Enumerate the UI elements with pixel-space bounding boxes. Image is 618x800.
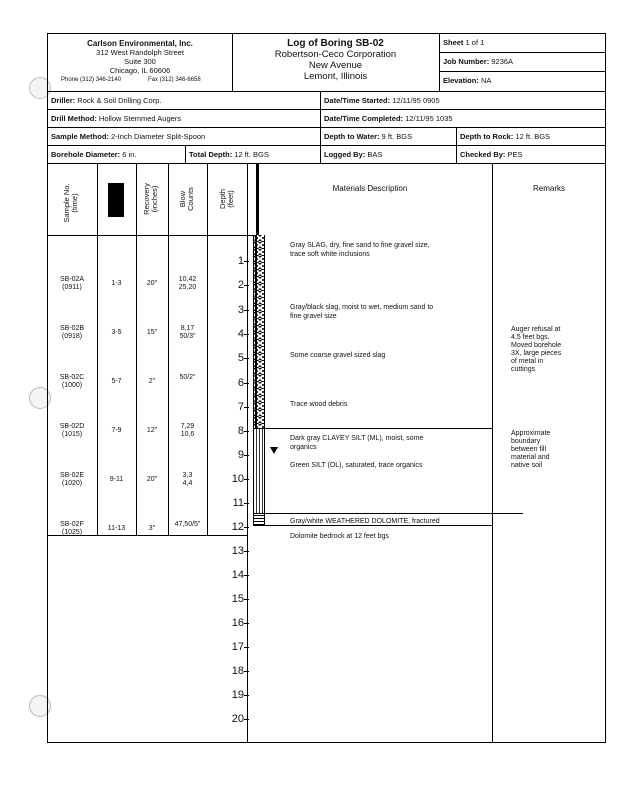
sample-interval: 1-3 — [111, 280, 122, 287]
date-started-field: Date/Time Started: 12/11/95 0905 — [324, 96, 440, 105]
sample-no-header: Sample No. (time) — [62, 183, 79, 223]
sample-recovery: 2" — [148, 378, 156, 385]
casing-line — [256, 163, 259, 235]
sample-id: SB-02A (0911) — [59, 276, 85, 291]
material-entry: Trace wood debris — [290, 401, 348, 408]
depth-to-water-field: Depth to Water: 9 ft. BGS — [324, 132, 413, 141]
company-suite: Suite 300 — [124, 57, 156, 66]
date-completed-field: Date/Time Completed: 12/11/95 1035 — [324, 114, 453, 123]
elevation: Elevation: NA — [443, 76, 492, 85]
depth-label: 14 — [231, 569, 244, 581]
total-depth-field: Total Depth: 12 ft. BGS — [189, 150, 269, 159]
materials-header: Materials Description — [332, 184, 408, 193]
depth-label: 16 — [231, 617, 244, 629]
sample-blow-counts: 7,29 10,6 — [180, 423, 195, 438]
blow-counts-header: Blow Counts — [178, 187, 195, 211]
depth-header: Depth (feet) — [218, 189, 235, 210]
job-number: Job Number: 9236A — [443, 57, 514, 66]
material-entry: Dark gray CLAYEY SILT (ML), moist, some organics — [290, 435, 424, 451]
sample-blow-counts: 10,42 25,20 — [178, 276, 197, 291]
sheet-info: Sheet 1 of 1 — [443, 38, 485, 47]
company-street: 312 West Randolph Street — [96, 48, 184, 57]
logged-by-field: Logged By: BAS — [324, 150, 383, 159]
material-entry: Gray/white WEATHERED DOLOMITE, fractured — [290, 518, 440, 525]
sample-interval: 3-5 — [111, 329, 122, 336]
depth-label: 5 — [237, 352, 244, 364]
depth-label: 2 — [237, 279, 244, 291]
depth-label: 4 — [237, 328, 244, 340]
sample-blow-counts: 8,17 50/3" — [179, 325, 196, 340]
depth-to-rock-field: Depth to Rock: 12 ft. BGS — [460, 132, 551, 141]
material-entry: Gray SLAG, dry, fine sand to fine gravel size, trace soft white inclusions — [290, 242, 430, 258]
silt-symbol — [253, 428, 265, 513]
company-name: Carlson Environmental, Inc. — [87, 39, 193, 48]
sample-recovery: 3" — [148, 525, 156, 532]
material-entry: Some coarse gravel sized slag — [290, 352, 386, 359]
depth-label: 1 — [237, 255, 244, 267]
sample-recovery: 20" — [146, 476, 158, 483]
sample-recovery: 12" — [146, 427, 158, 434]
site-city: Lemont, Illinois — [303, 71, 368, 82]
depth-label: 9 — [237, 449, 244, 461]
depth-label: 15 — [231, 593, 244, 605]
borehole-diameter-field: Borehole Diameter: 6 in. — [51, 150, 137, 159]
company-phone: Phone (312) 346-2140 — [61, 77, 122, 83]
driller-field: Driller: Rock & Soil Drilling Corp. — [51, 96, 162, 105]
recovery-header: Recovery (inches) — [142, 183, 159, 215]
client-name: Robertson-Ceco Corporation — [274, 49, 397, 60]
company-fax: Fax (312) 346-6658 — [148, 77, 201, 83]
sample-id: SB-02D (1015) — [59, 423, 85, 438]
sample-recovery: 15" — [146, 329, 158, 336]
depth-label: 18 — [231, 665, 244, 677]
sample-interval: 5-7 — [111, 378, 122, 385]
sample-interval: 7-9 — [111, 427, 122, 434]
depth-label: 10 — [231, 473, 244, 485]
depth-label: 6 — [237, 377, 244, 389]
depth-label: 13 — [231, 545, 244, 557]
depth-label: 12 — [231, 521, 244, 533]
depth-label: 17 — [231, 641, 244, 653]
sample-id: SB-02E (1020) — [59, 472, 85, 487]
depth-label: 19 — [231, 689, 244, 701]
sample-blow-counts: 50/2" — [179, 374, 196, 381]
sample-id: SB-02C (1000) — [59, 374, 85, 389]
depth-label: 11 — [232, 497, 244, 509]
material-entry: Dolomite bedrock at 12 feet bgs — [290, 533, 389, 540]
company-city: Chicago, IL 60606 — [109, 66, 171, 75]
depth-label: 20 — [231, 713, 244, 725]
drill-method-field: Drill Method: Hollow Stemmed Augers — [51, 114, 182, 123]
remark-entry: Auger refusal at 4.5 feet bgs. Moved borehole 3X, large pieces of metal in cuttings — [511, 326, 562, 373]
material-entry: Gray/black slag, moist to wet, medium sand to fine gravel size — [290, 304, 434, 320]
log-title: Log of Boring SB-02 — [287, 38, 384, 49]
depth-label: 3 — [237, 304, 244, 316]
depth-label: 8 — [237, 425, 244, 437]
sample-id: SB-02F (1025) — [60, 521, 84, 536]
water-level-icon — [270, 447, 278, 454]
sample-interval: 9-11 — [109, 476, 124, 483]
site-location: New Avenue — [308, 60, 363, 71]
slag-fill-edge — [255, 235, 257, 428]
checked-by-field: Checked By: PES — [460, 150, 523, 159]
sample-method-field: Sample Method: 2-Inch Diameter Split-Spoon — [51, 132, 206, 141]
remark-entry: Approximate boundary between fill material and native soil — [511, 430, 551, 469]
sample-recovery: 20" — [146, 280, 158, 287]
sample-blow-counts: 3,3 4,4 — [182, 472, 193, 487]
sample-interval: 11-13 — [107, 525, 126, 532]
remarks-header: Remarks — [532, 184, 565, 193]
material-entry: Green SILT (OL), saturated, trace organics — [290, 462, 423, 469]
sample-id: SB-02B (0918) — [59, 325, 85, 340]
redacted-header-block — [108, 183, 124, 217]
depth-label: 7 — [237, 401, 244, 413]
dolomite-symbol — [253, 513, 265, 525]
sample-blow-counts: 47,50/5" — [174, 521, 201, 528]
